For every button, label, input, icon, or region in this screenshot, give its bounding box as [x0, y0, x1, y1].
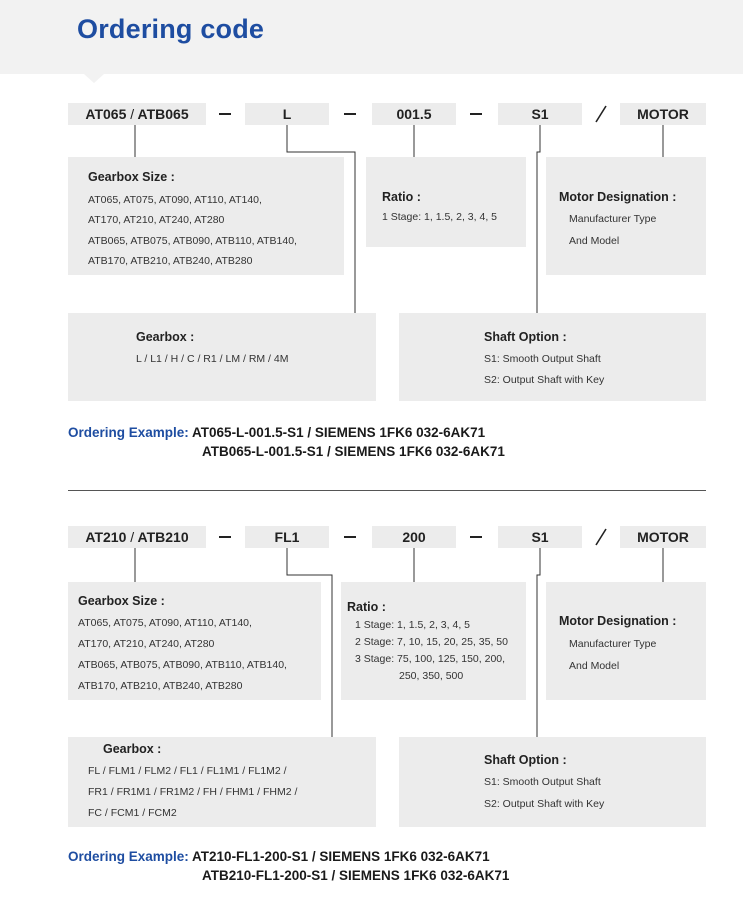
motor-designation-title: Motor Designation :: [559, 190, 677, 204]
gearbox-size-title: Gearbox Size :: [88, 170, 175, 184]
gearbox-line: FR1 / FR1M1 / FR1M2 / FH / FHM1 / FHM2 /: [88, 786, 298, 798]
shaft-option-line: S2: Output Shaft with Key: [484, 798, 605, 810]
motor-designation-line: Manufacturer Type: [569, 638, 657, 650]
slash-separator-icon: [593, 526, 609, 548]
shaft-option-title: Shaft Option :: [484, 753, 567, 767]
ordering-example-label: Ordering Example:: [68, 425, 189, 440]
ratio-line: 1 Stage: 1, 1.5, 2, 3, 4, 5: [355, 619, 470, 631]
ratio-box: [366, 157, 526, 247]
section-divider: [68, 490, 706, 491]
code-segment-motor: MOTOR: [620, 103, 706, 125]
segment-gearbox-size-b: ATB065: [137, 106, 189, 122]
segment-gearbox-size-a: AT065: [85, 106, 127, 122]
ratio-line: 1 Stage: 1, 1.5, 2, 3, 4, 5: [382, 211, 497, 223]
ordering-example: [68, 849, 490, 864]
ratio-line: 3 Stage: 75, 100, 125, 150, 200,: [355, 653, 506, 665]
motor-designation-box: [546, 157, 706, 275]
slash-separator-icon: [593, 103, 609, 125]
ratio-box: [341, 582, 526, 700]
gearbox-size-line: AT170, AT210, AT240, AT280: [88, 214, 225, 226]
shaft-option-title: Shaft Option :: [484, 330, 567, 344]
motor-designation-box: [546, 582, 706, 700]
ordering-example: [68, 425, 485, 440]
segment-gearbox-size-a: AT210: [85, 529, 127, 545]
dash-separator: [344, 536, 356, 538]
ordering-example-line: AT065-L-001.5-S1 / SIEMENS 1FK6 032-6AK71: [192, 425, 486, 440]
code-segment-motor: MOTOR: [620, 526, 706, 548]
gearbox-size-line: ATB065, ATB075, ATB090, ATB110, ATB140,: [78, 659, 287, 671]
gearbox-size-line: AT065, AT075, AT090, AT110, AT140,: [88, 194, 262, 206]
motor-designation-line: And Model: [569, 660, 620, 672]
ratio-line: 2 Stage: 7, 10, 15, 20, 25, 35, 50: [355, 636, 508, 648]
code-segment-ratio: 001.5: [372, 103, 456, 125]
shaft-option-line: S2: Output Shaft with Key: [484, 374, 605, 386]
ratio-title: Ratio :: [382, 190, 421, 204]
dash-separator: [344, 113, 356, 115]
code-segment-gearbox: L: [245, 103, 329, 125]
shaft-option-line: S1: Smooth Output Shaft: [484, 353, 601, 365]
gearbox-title: Gearbox :: [136, 330, 195, 344]
gearbox-size-line: ATB065, ATB075, ATB090, ATB110, ATB140,: [88, 235, 297, 247]
gearbox-size-line: ATB170, ATB210, ATB240, ATB280: [78, 680, 243, 692]
gearbox-box: [68, 313, 376, 401]
gearbox-title: Gearbox :: [103, 742, 162, 756]
motor-designation-line: Manufacturer Type: [569, 213, 657, 225]
code-segment-shaft: S1: [498, 103, 582, 125]
motor-designation-line: And Model: [569, 235, 620, 247]
gearbox-size-box: [68, 582, 321, 700]
segment-gearbox-size-b: ATB210: [137, 529, 189, 545]
gearbox-box: [68, 737, 376, 827]
code-segment-ratio: 200: [372, 526, 456, 548]
code-segment-gearbox-size: [68, 526, 206, 548]
dash-separator: [219, 536, 231, 538]
gearbox-line: FL / FLM1 / FLM2 / FL1 / FL1M1 / FL1M2 /: [88, 765, 287, 777]
ordering-example-label: Ordering Example:: [68, 849, 189, 864]
shaft-option-box: [399, 737, 706, 827]
ordering-example-line: ATB210-FL1-200-S1 / SIEMENS 1FK6 032-6AK71: [202, 868, 510, 883]
ordering-example-line: AT210-FL1-200-S1 / SIEMENS 1FK6 032-6AK71: [192, 849, 490, 864]
gearbox-size-box: [68, 157, 344, 275]
motor-designation-title: Motor Designation :: [559, 614, 677, 628]
segment-separator: /: [130, 529, 135, 545]
page-title: Ordering code: [77, 14, 265, 44]
code-segment-shaft: S1: [498, 526, 582, 548]
gearbox-size-line: AT170, AT210, AT240, AT280: [78, 638, 215, 650]
ordering-example-line: ATB065-L-001.5-S1 / SIEMENS 1FK6 032-6AK71: [202, 444, 505, 459]
segment-separator: /: [130, 106, 135, 122]
gearbox-size-line: AT065, AT075, AT090, AT110, AT140,: [78, 617, 252, 629]
code-segment-gearbox-size: [68, 103, 206, 125]
shaft-option-line: S1: Smooth Output Shaft: [484, 776, 601, 788]
gearbox-size-line: ATB170, ATB210, ATB240, ATB280: [88, 255, 253, 267]
gearbox-line: L / L1 / H / C / R1 / LM / RM / 4M: [136, 353, 289, 365]
ratio-line: 250, 350, 500: [399, 670, 464, 682]
shaft-option-box: [399, 313, 706, 401]
gearbox-size-title: Gearbox Size :: [78, 594, 165, 608]
gearbox-line: FC / FCM1 / FCM2: [88, 807, 177, 819]
ratio-title: Ratio :: [347, 600, 386, 614]
dash-separator: [219, 113, 231, 115]
dash-separator: [470, 536, 482, 538]
dash-separator: [470, 113, 482, 115]
code-segment-gearbox: FL1: [245, 526, 329, 548]
